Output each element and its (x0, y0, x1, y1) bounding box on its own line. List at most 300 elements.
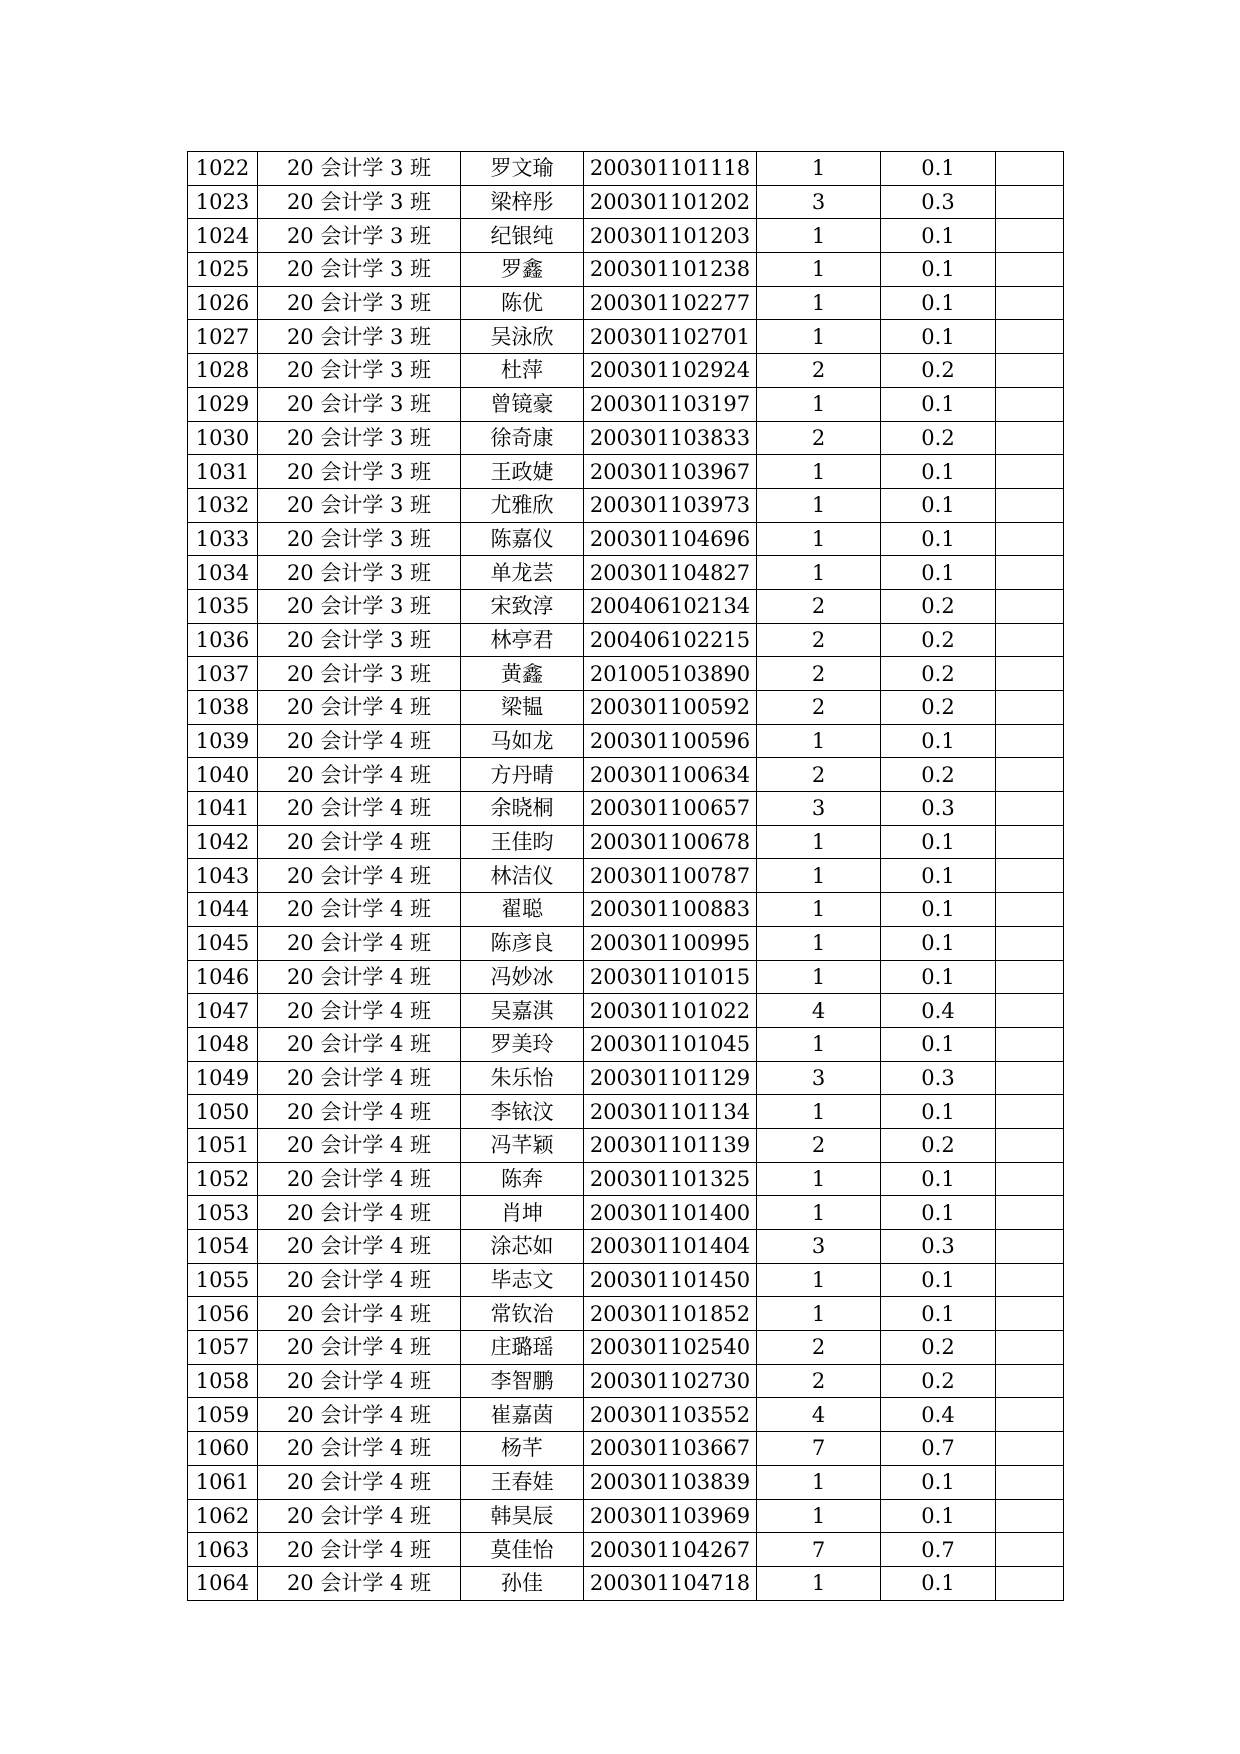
student-id-cell: 201005103890 (584, 657, 757, 691)
table-row (188, 421, 1064, 455)
class-cell: 20 会计学 3 班 (258, 219, 461, 253)
count-cell: 2 (757, 354, 881, 388)
class-cell: 20 会计学 4 班 (258, 1128, 461, 1162)
student-id-cell: 200406102134 (584, 589, 757, 623)
score-cell: 0.2 (881, 421, 996, 455)
name-cell: 毕志文 (461, 1263, 584, 1297)
student-id-cell: 200301101325 (584, 1162, 757, 1196)
seq-cell: 1022 (188, 152, 258, 186)
count-cell: 2 (757, 1331, 881, 1365)
seq-cell: 1040 (188, 758, 258, 792)
class-cell: 20 会计学 4 班 (258, 994, 461, 1028)
name-cell: 王政婕 (461, 455, 584, 489)
class-cell: 20 会计学 3 班 (258, 657, 461, 691)
score-cell: 0.1 (881, 1465, 996, 1499)
class-cell: 20 会计学 3 班 (258, 556, 461, 590)
class-cell: 20 会计学 4 班 (258, 792, 461, 826)
count-cell: 1 (757, 859, 881, 893)
class-cell: 20 会计学 4 班 (258, 1297, 461, 1331)
count-cell: 1 (757, 455, 881, 489)
note-cell (996, 960, 1064, 994)
seq-cell: 1042 (188, 825, 258, 859)
table-row (188, 556, 1064, 590)
count-cell: 1 (757, 522, 881, 556)
count-cell: 3 (757, 1230, 881, 1264)
seq-cell: 1034 (188, 556, 258, 590)
name-cell: 陈彦良 (461, 926, 584, 960)
class-cell: 20 会计学 4 班 (258, 1230, 461, 1264)
seq-cell: 1061 (188, 1465, 258, 1499)
seq-cell: 1062 (188, 1499, 258, 1533)
score-cell: 0.1 (881, 286, 996, 320)
score-cell: 0.1 (881, 219, 996, 253)
student-id-cell: 200301103197 (584, 387, 757, 421)
class-cell: 20 会计学 4 班 (258, 893, 461, 927)
name-cell: 罗鑫 (461, 253, 584, 287)
name-cell: 尤雅欣 (461, 488, 584, 522)
name-cell: 肖坤 (461, 1196, 584, 1230)
class-cell: 20 会计学 4 班 (258, 1027, 461, 1061)
count-cell: 1 (757, 1499, 881, 1533)
class-cell: 20 会计学 4 班 (258, 1196, 461, 1230)
student-id-cell: 200301103833 (584, 421, 757, 455)
note-cell (996, 185, 1064, 219)
count-cell: 4 (757, 1398, 881, 1432)
name-cell: 曾镜豪 (461, 387, 584, 421)
score-cell: 0.1 (881, 724, 996, 758)
count-cell: 1 (757, 1162, 881, 1196)
class-cell: 20 会计学 4 班 (258, 926, 461, 960)
note-cell (996, 1095, 1064, 1129)
table-body (188, 152, 1064, 1601)
name-cell: 徐奇康 (461, 421, 584, 455)
count-cell: 7 (757, 1533, 881, 1567)
seq-cell: 1039 (188, 724, 258, 758)
note-cell (996, 556, 1064, 590)
note-cell (996, 994, 1064, 1028)
table-row (188, 387, 1064, 421)
name-cell: 罗文瑜 (461, 152, 584, 186)
class-cell: 20 会计学 4 班 (258, 1162, 461, 1196)
count-cell: 4 (757, 994, 881, 1028)
note-cell (996, 1364, 1064, 1398)
table-row (188, 1398, 1064, 1432)
seq-cell: 1028 (188, 354, 258, 388)
student-score-table (187, 151, 1064, 1601)
name-cell: 翟聪 (461, 893, 584, 927)
student-id-cell: 200301100678 (584, 825, 757, 859)
seq-cell: 1048 (188, 1027, 258, 1061)
score-cell: 0.2 (881, 691, 996, 725)
student-id-cell: 200301103969 (584, 1499, 757, 1533)
note-cell (996, 1196, 1064, 1230)
table-row (188, 691, 1064, 725)
table-row (188, 1263, 1064, 1297)
class-cell: 20 会计学 4 班 (258, 758, 461, 792)
name-cell: 涂芯如 (461, 1230, 584, 1264)
score-cell: 0.1 (881, 825, 996, 859)
name-cell: 方丹晴 (461, 758, 584, 792)
count-cell: 1 (757, 893, 881, 927)
class-cell: 20 会计学 4 班 (258, 1432, 461, 1466)
score-cell: 0.4 (881, 1398, 996, 1432)
class-cell: 20 会计学 4 班 (258, 1331, 461, 1365)
count-cell: 1 (757, 1465, 881, 1499)
class-cell: 20 会计学 4 班 (258, 825, 461, 859)
seq-cell: 1044 (188, 893, 258, 927)
note-cell (996, 825, 1064, 859)
note-cell (996, 893, 1064, 927)
count-cell: 2 (757, 421, 881, 455)
student-id-cell: 200301101400 (584, 1196, 757, 1230)
seq-cell: 1032 (188, 488, 258, 522)
name-cell: 宋致淳 (461, 589, 584, 623)
class-cell: 20 会计学 4 班 (258, 1398, 461, 1432)
class-cell: 20 会计学 4 班 (258, 1533, 461, 1567)
student-id-cell: 200301103973 (584, 488, 757, 522)
score-cell: 0.7 (881, 1432, 996, 1466)
name-cell: 吴嘉淇 (461, 994, 584, 1028)
student-id-cell: 200301102277 (584, 286, 757, 320)
class-cell: 20 会计学 3 班 (258, 623, 461, 657)
count-cell: 1 (757, 219, 881, 253)
class-cell: 20 会计学 4 班 (258, 1263, 461, 1297)
score-cell: 0.4 (881, 994, 996, 1028)
table-row (188, 1128, 1064, 1162)
student-id-cell: 200301101450 (584, 1263, 757, 1297)
seq-cell: 1060 (188, 1432, 258, 1466)
seq-cell: 1036 (188, 623, 258, 657)
score-cell: 0.2 (881, 657, 996, 691)
count-cell: 1 (757, 1095, 881, 1129)
table-row (188, 1061, 1064, 1095)
seq-cell: 1057 (188, 1331, 258, 1365)
student-id-cell: 200301101202 (584, 185, 757, 219)
seq-cell: 1029 (188, 387, 258, 421)
count-cell: 1 (757, 320, 881, 354)
table-row (188, 354, 1064, 388)
note-cell (996, 253, 1064, 287)
note-cell (996, 1230, 1064, 1264)
name-cell: 冯妙冰 (461, 960, 584, 994)
score-cell: 0.1 (881, 859, 996, 893)
score-cell: 0.2 (881, 1128, 996, 1162)
student-id-cell: 200301100995 (584, 926, 757, 960)
score-cell: 0.1 (881, 556, 996, 590)
seq-cell: 1054 (188, 1230, 258, 1264)
name-cell: 杨芊 (461, 1432, 584, 1466)
name-cell: 梁韫 (461, 691, 584, 725)
table-row (188, 1533, 1064, 1567)
table-row (188, 589, 1064, 623)
score-cell: 0.1 (881, 152, 996, 186)
student-id-cell: 200301104827 (584, 556, 757, 590)
note-cell (996, 1566, 1064, 1600)
seq-cell: 1030 (188, 421, 258, 455)
count-cell: 1 (757, 1263, 881, 1297)
score-cell: 0.1 (881, 960, 996, 994)
name-cell: 常钦治 (461, 1297, 584, 1331)
student-id-cell: 200301101404 (584, 1230, 757, 1264)
count-cell: 7 (757, 1432, 881, 1466)
table-row (188, 1331, 1064, 1365)
score-cell: 0.2 (881, 1364, 996, 1398)
student-id-cell: 200301100787 (584, 859, 757, 893)
name-cell: 李智鹏 (461, 1364, 584, 1398)
table-row (188, 522, 1064, 556)
count-cell: 2 (757, 1128, 881, 1162)
seq-cell: 1038 (188, 691, 258, 725)
class-cell: 20 会计学 4 班 (258, 1095, 461, 1129)
name-cell: 马如龙 (461, 724, 584, 758)
count-cell: 1 (757, 387, 881, 421)
score-cell: 0.1 (881, 387, 996, 421)
name-cell: 林亭君 (461, 623, 584, 657)
score-cell: 0.1 (881, 253, 996, 287)
seq-cell: 1059 (188, 1398, 258, 1432)
class-cell: 20 会计学 3 班 (258, 253, 461, 287)
count-cell: 1 (757, 724, 881, 758)
note-cell (996, 1398, 1064, 1432)
class-cell: 20 会计学 4 班 (258, 1364, 461, 1398)
student-id-cell: 200301101134 (584, 1095, 757, 1129)
note-cell (996, 286, 1064, 320)
note-cell (996, 455, 1064, 489)
class-cell: 20 会计学 3 班 (258, 354, 461, 388)
count-cell: 2 (757, 657, 881, 691)
table-row (188, 1095, 1064, 1129)
student-id-cell: 200301101238 (584, 253, 757, 287)
student-id-cell: 200301101045 (584, 1027, 757, 1061)
score-cell: 0.2 (881, 354, 996, 388)
count-cell: 1 (757, 253, 881, 287)
class-cell: 20 会计学 3 班 (258, 421, 461, 455)
note-cell (996, 354, 1064, 388)
student-id-cell: 200301102924 (584, 354, 757, 388)
seq-cell: 1056 (188, 1297, 258, 1331)
note-cell (996, 758, 1064, 792)
student-id-cell: 200301103839 (584, 1465, 757, 1499)
count-cell: 2 (757, 758, 881, 792)
note-cell (996, 1432, 1064, 1466)
table-row (188, 657, 1064, 691)
table-row (188, 1499, 1064, 1533)
score-cell: 0.1 (881, 1027, 996, 1061)
table-row (188, 926, 1064, 960)
score-cell: 0.2 (881, 758, 996, 792)
score-cell: 0.1 (881, 320, 996, 354)
score-cell: 0.1 (881, 1095, 996, 1129)
note-cell (996, 1465, 1064, 1499)
count-cell: 3 (757, 792, 881, 826)
class-cell: 20 会计学 4 班 (258, 1566, 461, 1600)
score-cell: 0.3 (881, 792, 996, 826)
student-id-cell: 200301100634 (584, 758, 757, 792)
score-cell: 0.1 (881, 522, 996, 556)
table-row (188, 1432, 1064, 1466)
table-row (188, 1230, 1064, 1264)
score-cell: 0.1 (881, 488, 996, 522)
student-id-cell: 200301103667 (584, 1432, 757, 1466)
note-cell (996, 1027, 1064, 1061)
table-row (188, 488, 1064, 522)
table-row (188, 758, 1064, 792)
score-cell: 0.7 (881, 1533, 996, 1567)
count-cell: 1 (757, 1196, 881, 1230)
student-id-cell: 200301101015 (584, 960, 757, 994)
class-cell: 20 会计学 4 班 (258, 724, 461, 758)
seq-cell: 1041 (188, 792, 258, 826)
student-id-cell: 200301104267 (584, 1533, 757, 1567)
note-cell (996, 1297, 1064, 1331)
table-row (188, 893, 1064, 927)
name-cell: 庄璐瑶 (461, 1331, 584, 1365)
score-cell: 0.1 (881, 1263, 996, 1297)
table-row (188, 1027, 1064, 1061)
count-cell: 2 (757, 589, 881, 623)
score-cell: 0.3 (881, 1061, 996, 1095)
score-cell: 0.1 (881, 1499, 996, 1533)
name-cell: 崔嘉茵 (461, 1398, 584, 1432)
seq-cell: 1031 (188, 455, 258, 489)
count-cell: 1 (757, 960, 881, 994)
table-row (188, 960, 1064, 994)
name-cell: 孙佳 (461, 1566, 584, 1600)
student-id-cell: 200301101139 (584, 1128, 757, 1162)
class-cell: 20 会计学 3 班 (258, 522, 461, 556)
class-cell: 20 会计学 4 班 (258, 1499, 461, 1533)
table-row (188, 1196, 1064, 1230)
student-id-cell: 200301104718 (584, 1566, 757, 1600)
seq-cell: 1047 (188, 994, 258, 1028)
student-id-cell: 200301102730 (584, 1364, 757, 1398)
name-cell: 冯芊颖 (461, 1128, 584, 1162)
student-id-cell: 200301100657 (584, 792, 757, 826)
note-cell (996, 1162, 1064, 1196)
table-row (188, 253, 1064, 287)
score-cell: 0.2 (881, 623, 996, 657)
seq-cell: 1045 (188, 926, 258, 960)
table-row (188, 859, 1064, 893)
name-cell: 罗美玲 (461, 1027, 584, 1061)
table-row (188, 320, 1064, 354)
class-cell: 20 会计学 3 班 (258, 286, 461, 320)
student-id-cell: 200301100883 (584, 893, 757, 927)
score-cell: 0.1 (881, 1566, 996, 1600)
seq-cell: 1025 (188, 253, 258, 287)
class-cell: 20 会计学 4 班 (258, 960, 461, 994)
table-row (188, 792, 1064, 826)
table-row (188, 825, 1064, 859)
table-row (188, 994, 1064, 1028)
table-row (188, 1465, 1064, 1499)
name-cell: 杜萍 (461, 354, 584, 388)
seq-cell: 1033 (188, 522, 258, 556)
note-cell (996, 792, 1064, 826)
note-cell (996, 1533, 1064, 1567)
seq-cell: 1050 (188, 1095, 258, 1129)
count-cell: 2 (757, 691, 881, 725)
student-id-cell: 200301101022 (584, 994, 757, 1028)
score-cell: 0.2 (881, 589, 996, 623)
count-cell: 3 (757, 1061, 881, 1095)
count-cell: 3 (757, 185, 881, 219)
note-cell (996, 1061, 1064, 1095)
student-id-cell: 200301103552 (584, 1398, 757, 1432)
student-id-cell: 200301101129 (584, 1061, 757, 1095)
table-row (188, 286, 1064, 320)
count-cell: 1 (757, 1297, 881, 1331)
count-cell: 1 (757, 1027, 881, 1061)
table-row (188, 1297, 1064, 1331)
name-cell: 吴泳欣 (461, 320, 584, 354)
score-cell: 0.3 (881, 185, 996, 219)
name-cell: 梁梓彤 (461, 185, 584, 219)
table-row (188, 1566, 1064, 1600)
class-cell: 20 会计学 4 班 (258, 691, 461, 725)
student-id-cell: 200406102215 (584, 623, 757, 657)
note-cell (996, 522, 1064, 556)
seq-cell: 1051 (188, 1128, 258, 1162)
name-cell: 韩昊辰 (461, 1499, 584, 1533)
name-cell: 单龙芸 (461, 556, 584, 590)
count-cell: 1 (757, 1566, 881, 1600)
student-id-cell: 200301102701 (584, 320, 757, 354)
note-cell (996, 691, 1064, 725)
note-cell (996, 1263, 1064, 1297)
count-cell: 1 (757, 488, 881, 522)
note-cell (996, 657, 1064, 691)
count-cell: 2 (757, 1364, 881, 1398)
seq-cell: 1023 (188, 185, 258, 219)
table-row (188, 724, 1064, 758)
note-cell (996, 1499, 1064, 1533)
student-id-cell: 200301100592 (584, 691, 757, 725)
count-cell: 2 (757, 623, 881, 657)
seq-cell: 1027 (188, 320, 258, 354)
seq-cell: 1026 (188, 286, 258, 320)
note-cell (996, 589, 1064, 623)
table-row (188, 1364, 1064, 1398)
seq-cell: 1053 (188, 1196, 258, 1230)
note-cell (996, 488, 1064, 522)
note-cell (996, 219, 1064, 253)
seq-cell: 1049 (188, 1061, 258, 1095)
student-id-cell: 200301103967 (584, 455, 757, 489)
name-cell: 莫佳怡 (461, 1533, 584, 1567)
score-cell: 0.1 (881, 1162, 996, 1196)
score-cell: 0.3 (881, 1230, 996, 1264)
note-cell (996, 421, 1064, 455)
score-cell: 0.1 (881, 1297, 996, 1331)
table-row (188, 1162, 1064, 1196)
table-row (188, 152, 1064, 186)
name-cell: 黄鑫 (461, 657, 584, 691)
score-cell: 0.1 (881, 1196, 996, 1230)
table-row (188, 623, 1064, 657)
name-cell: 李铱汶 (461, 1095, 584, 1129)
student-id-cell: 200301101852 (584, 1297, 757, 1331)
count-cell: 1 (757, 286, 881, 320)
table-row (188, 185, 1064, 219)
name-cell: 纪银纯 (461, 219, 584, 253)
seq-cell: 1043 (188, 859, 258, 893)
class-cell: 20 会计学 3 班 (258, 185, 461, 219)
class-cell: 20 会计学 4 班 (258, 859, 461, 893)
seq-cell: 1052 (188, 1162, 258, 1196)
class-cell: 20 会计学 3 班 (258, 320, 461, 354)
count-cell: 1 (757, 152, 881, 186)
